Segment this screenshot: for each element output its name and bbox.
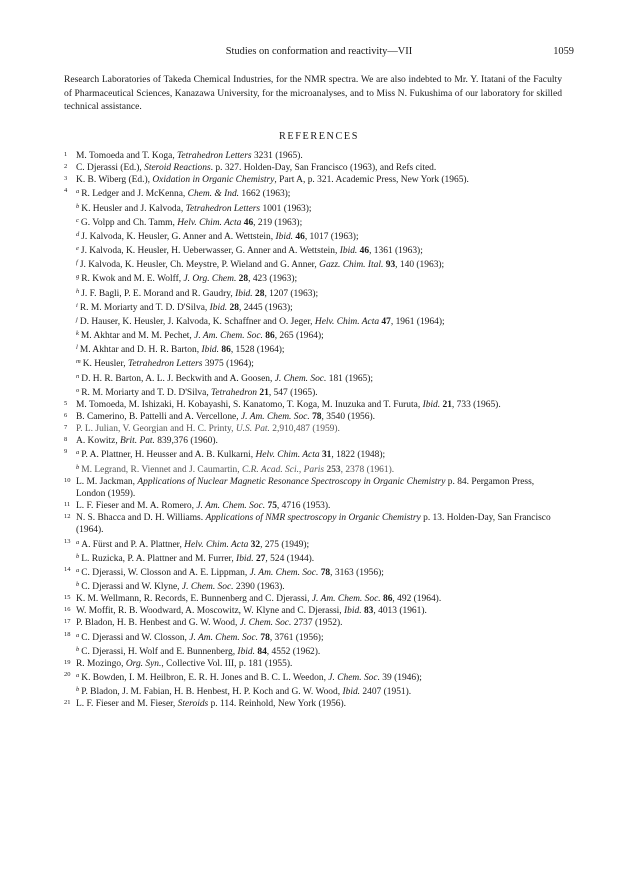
reference-entry: [64, 551, 564, 565]
reference-text: M. Akhtar and M. M. Pechet, J. Am. Chem. Soc. 86, 265 (1964);: [80, 331, 324, 342]
reference-number: 20: [64, 671, 71, 679]
reference-number: 21: [64, 699, 71, 707]
reference-entry: [64, 229, 564, 243]
page-number: 1059: [553, 46, 574, 57]
running-header: [64, 46, 574, 60]
reference-entry: [64, 537, 564, 551]
reference-entry: [64, 630, 564, 644]
reference-entry: [64, 462, 564, 476]
reference-text: C. Djerassi and W. Klyne, J. Chem. Soc. 2390 (1963).: [81, 582, 285, 592]
reference-text: K. Heusler and J. Kalvoda, Tetrahedron Letters 1001 (1963);: [81, 203, 312, 214]
reference-entry: [64, 698, 564, 710]
reference-sub-marker: g: [76, 273, 80, 281]
reference-text: J. F. Bagli, P. E. Morand and R. Gaudry, Ibid. 28, 1207 (1963);: [81, 288, 319, 299]
reference-entry: [64, 605, 564, 617]
reference-sub-marker: e: [76, 245, 79, 253]
reference-entry: [64, 658, 564, 670]
reference-text: R. M. Moriarty and T. D. D'Silva, Ibid. 28, 2445 (1963);: [79, 302, 293, 313]
reference-text: C. Djerassi, W. Closson and A. E. Lippman, J. Am. Chem. Soc. 78, 3163 (1956);: [81, 567, 384, 578]
reference-text: C. Djerassi, H. Wolf and E. Bunnenberg, Ibid. 84, 4552 (1962).: [81, 646, 321, 657]
reference-entry: [64, 411, 564, 423]
reference-number: 13: [64, 537, 71, 545]
reference-number: 5: [64, 399, 68, 407]
reference-entry: [64, 565, 564, 579]
reference-sub-marker: i: [76, 301, 78, 309]
reference-sub-marker: a: [76, 538, 80, 546]
reference-text: N. S. Bhacca and D. H. Williams. Applications of NMR spectroscopy in Organic Chemistry p. 13. Holden-Day, San Francisco (1964).: [76, 513, 551, 536]
reference-entry: [64, 342, 564, 356]
reference-entry: [64, 617, 564, 629]
reference-text: P. L. Julian, V. Georgian and H. C. Printy, U.S. Pat. 2,910,487 (1959).: [76, 424, 340, 435]
reference-entry: [64, 257, 564, 271]
reference-entry: [64, 399, 564, 411]
reference-entry: [64, 593, 564, 605]
reference-entry: [64, 150, 564, 162]
reference-text: R. M. Moriarty and T. D. D'Silva, Tetrahedron 21, 547 (1965).: [81, 387, 318, 398]
reference-entry: [64, 476, 564, 500]
references-heading: REFERENCES: [279, 131, 359, 142]
reference-text: L. F. Fieser and M. Fieser, Steroids p. 114. Reinhold, New York (1956).: [76, 699, 347, 710]
reference-text: W. Moffit, R. B. Woodward, A. Moscowitz, W. Klyne and C. Djerassi, Ibid. 83, 4013 (1961).: [76, 606, 427, 617]
reference-number: 4: [64, 187, 68, 195]
reference-entry: [64, 423, 564, 435]
reference-sub-marker: n: [76, 372, 80, 380]
reference-sub-marker: c: [76, 216, 79, 224]
running-title: Studies on conformation and reactivity—VII: [225, 46, 413, 57]
reference-sub-marker: a: [76, 566, 80, 574]
reference-entry: [64, 500, 564, 512]
reference-entry: [64, 186, 564, 200]
reference-sub-marker: b: [76, 581, 80, 588]
reference-text: C. Djerassi and W. Closson, J. Am. Chem. Soc. 78, 3761 (1956);: [81, 632, 324, 643]
reference-entry: [64, 215, 564, 229]
reference-sub-marker: j: [76, 315, 78, 323]
reference-text: K. M. Wellmann, R. Records, E. Bunnenberg and C. Djerassi, J. Am. Chem. Soc. 86, 492 (1964).: [76, 594, 442, 605]
reference-entry: [64, 684, 564, 698]
reference-sub-marker: b: [76, 463, 80, 471]
reference-entry: [64, 174, 564, 186]
reference-sub-marker: b: [76, 202, 80, 210]
reference-number: 10: [64, 476, 71, 484]
reference-text: M. Tomoeda and T. Koga, Tetrahedron Letters 3231 (1965).: [76, 151, 303, 161]
reference-text: M. Akhtar and D. H. R. Barton, Ibid. 86, 1528 (1964);: [79, 345, 285, 356]
reference-text: R. Mozingo, Org. Syn., Collective Vol. III, p. 181 (1955).: [76, 658, 293, 669]
reference-entry: [64, 579, 564, 593]
reference-text: K. Heusler, Tetrahedron Letters 3975 (1964);: [82, 359, 254, 370]
reference-sub-marker: b: [76, 552, 80, 560]
reference-sub-marker: a: [76, 631, 80, 639]
reference-text: P. Bladon, J. M. Fabian, H. B. Henbest, H. P. Koch and G. W. Wood, Ibid. 2407 (1951).: [81, 687, 412, 698]
reference-text: J. Kalvoda, K. Heusler, G. Anner and A. Wettstein, Ibid. 46, 1017 (1963);: [81, 231, 359, 242]
reference-sub-marker: l: [76, 344, 78, 352]
reference-sub-marker: b: [76, 645, 80, 653]
reference-number: 3: [64, 175, 68, 183]
reference-text: D. Hauser, K. Heusler, J. Kalvoda, K. Schaffner and O. Jeger, Helv. Chim. Acta 47, 1961 (1964);: [79, 316, 445, 327]
reference-number: 1: [64, 151, 68, 158]
acknowledgement-paragraph: Research Laboratories of Takeda Chemical Industries, for the NMR spectra. We are also indebted to Mr. Y. Itatani of the Faculty of Pharmaceutical Sciences, Kanazawa University, for the microanalyses, and to Miss N. Fukushima of our laboratory for skilled technical assistance.: [64, 74, 562, 113]
reference-entry: [64, 644, 564, 658]
reference-entry: [64, 435, 564, 447]
reference-entry: [64, 162, 564, 174]
reference-sub-marker: o: [76, 386, 80, 394]
reference-entry: [64, 385, 564, 399]
reference-number: 19: [64, 658, 71, 666]
reference-entry: [64, 447, 564, 461]
reference-sub-marker: a: [76, 188, 80, 196]
reference-entry: [64, 271, 564, 285]
reference-sub-marker: a: [76, 449, 80, 457]
reference-number: 11: [64, 501, 71, 509]
reference-entry: [64, 512, 564, 536]
reference-sub-marker: k: [76, 330, 79, 338]
reference-text: K. Bowden, I. M. Heilbron, E. R. H. Jones and B. C. L. Weedon, J. Chem. Soc. 39 (1946);: [81, 673, 422, 684]
reference-entry: [64, 300, 564, 314]
reference-entry: [64, 371, 564, 385]
reference-text: L. F. Fieser and M. A. Romero, J. Am. Chem. Soc. 75, 4716 (1953).: [76, 501, 331, 512]
reference-text: P. Bladon, H. B. Henbest and G. W. Wood, J. Chem. Soc. 2737 (1952).: [76, 618, 343, 629]
reference-number: 6: [64, 411, 68, 419]
reference-text: D. H. R. Barton, A. L. J. Beckwith and A. Goosen, J. Chem. Soc. 181 (1965);: [81, 373, 374, 384]
reference-text: B. Camerino, B. Pattelli and A. Vercellone, J. Am. Chem. Soc. 78, 3540 (1956).: [76, 411, 375, 422]
reference-text: R. Ledger and J. McKenna, Chem. & Ind. 1662 (1963);: [81, 189, 291, 200]
reference-number: 7: [64, 424, 68, 432]
reference-number: 9: [64, 448, 68, 456]
reference-entry: [64, 286, 564, 300]
reference-number: 16: [64, 606, 71, 614]
reference-text: L. Ruzicka, P. A. Plattner and M. Furrer, Ibid. 27, 524 (1944).: [81, 553, 315, 564]
reference-number: 18: [64, 630, 71, 638]
reference-text: J. Kalvoda, K. Heusler, Ch. Meystre, P. Wieland and G. Anner, Gazz. Chim. Ital. 93, 140 (1963);: [79, 260, 445, 271]
reference-sub-marker: b: [76, 686, 80, 694]
reference-text: M. Legrand, R. Viennet and J. Caumartin, C.R. Acad. Sci., Paris 253, 2378 (1961).: [81, 464, 395, 475]
reference-sub-marker: f: [76, 259, 78, 267]
reference-entry: [64, 243, 564, 257]
reference-entry: [64, 670, 564, 684]
reference-sub-marker: m: [76, 358, 81, 366]
reference-list: [64, 150, 564, 711]
reference-number: 15: [64, 594, 71, 602]
reference-sub-marker: a: [76, 672, 80, 680]
reference-entry: [64, 314, 564, 328]
reference-number: 8: [64, 436, 68, 444]
reference-text: J. Kalvoda, K. Heusler, H. Ueberwasser, G. Anner and A. Wettstein, Ibid. 46, 1361 (1963);: [80, 246, 423, 257]
reference-number: 2: [64, 163, 68, 171]
reference-sub-marker: d: [76, 230, 80, 238]
reference-number: 14: [64, 565, 71, 573]
reference-text: A. Kowitz, Brit. Pat. 839,376 (1960).: [76, 436, 218, 447]
reference-text: R. Kwok and M. E. Wolff, J. Org. Chem. 28, 423 (1963);: [81, 274, 298, 285]
reference-text: P. A. Plattner, H. Heusser and A. B. Kulkarni, Helv. Chim. Acta 31, 1822 (1948);: [81, 450, 386, 461]
reference-entry: [64, 356, 564, 370]
reference-text: M. Tomoeda, M. Ishizaki, H. Kobayashi, S. Kanatomo, T. Koga, M. Inuzuka and T. Furuta, Ibid. 21, 733 (1965).: [76, 399, 501, 410]
reference-entry: [64, 201, 564, 215]
reference-text: C. Djerassi (Ed.), Steroid Reactions. p. 327. Holden-Day, San Francisco (1963), and Refs cited.: [76, 163, 437, 174]
reference-text: K. B. Wiberg (Ed.), Oxidation in Organic Chemistry, Part A, p. 321. Academic Press, New York (1965).: [76, 175, 469, 186]
reference-entry: [64, 328, 564, 342]
reference-number: 17: [64, 618, 71, 626]
reference-sub-marker: h: [76, 287, 80, 295]
reference-text: G. Volpp and Ch. Tamm, Helv. Chim. Acta 46, 219 (1963);: [80, 217, 303, 228]
reference-number: 12: [64, 513, 71, 521]
reference-text: A. Fürst and P. A. Plattner, Helv. Chim. Acta 32, 275 (1949);: [81, 539, 310, 550]
reference-text: L. M. Jackman, Applications of Nuclear Magnetic Resonance Spectroscopy in Organic Chemistry p. 84. Pergamon Press, London (1959).: [76, 476, 535, 499]
